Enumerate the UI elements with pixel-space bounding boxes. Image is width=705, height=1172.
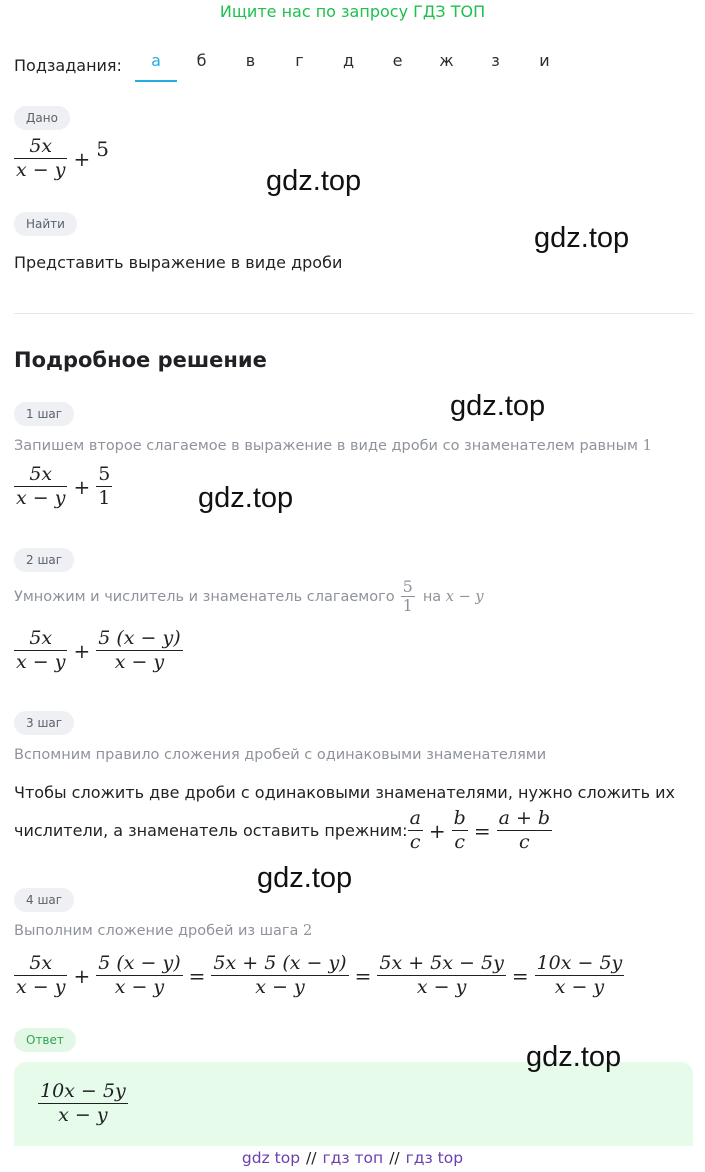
fraction: $\frac{5x}{x - y}$ [16,952,66,998]
tab-subtask-z[interactable]: з [491,51,500,70]
step-3-pill: 3 шаг [14,711,74,735]
tab-subtask-i[interactable]: и [539,51,550,70]
footer-links: gdz top // гдз топ // гдз top [241,1149,464,1167]
footer-link[interactable]: гдз топ [322,1149,384,1167]
watermark: gdz.top [257,862,353,894]
watermark: gdz.top [198,482,294,514]
tab-subtask-zh[interactable]: ж [439,51,454,70]
step-1-pill: 1 шаг [14,402,74,426]
watermark: gdz.top [534,222,630,254]
step-2-math: $\frac{5x}{x - y}$ + $\frac{5 (x - y)}{x - y}$ [16,627,181,673]
fraction: $\frac{5x}{x - y}$ [16,463,66,509]
fraction: $\frac{5x + 5 (x - y)}{x - y}$ [213,952,347,998]
tab-subtask-e[interactable]: е [392,51,403,70]
fraction: $\frac{a}{c}$ [409,807,421,853]
subtasks-label: Подзадания: [14,55,122,75]
given-expression: $\frac{5x}{x - y}$ + 5 [16,135,109,181]
watermark: gdz.top [526,1041,622,1073]
tab-subtask-a[interactable]: а [135,48,177,82]
given-pill: Дано [14,106,70,130]
answer-box [14,1062,693,1146]
step-3-rule-line-1: Чтобы сложить две дроби с одинаковыми знаменателями, нужно сложить их [14,783,675,802]
tab-subtask-g[interactable]: г [295,51,304,70]
answer-math [38,1080,128,1127]
fraction: $\frac{5 (x - y)}{x - y}$ [98,627,181,673]
step-3-caption: Вспомним правило сложения дробей с одинаковыми знаменателями [14,747,547,763]
fraction: $\frac{b}{c}$ [453,807,466,853]
fraction: $\frac{5x}{x - y}$ [16,135,66,181]
tab-subtask-v[interactable]: в [245,51,256,70]
step-4-math: $\frac{5x}{x - y}$ + $\frac{5 (x - y)}{x - y}$ = $\frac{5x + 5 (x - y)}{x - y}$ = $\frac{5x + 5x - 5y}{x - y}$ = $\frac{10x - 5y}{x - y}$ [16,952,623,998]
footer-link[interactable]: гдз top [405,1149,464,1167]
step-4-pill: 4 шаг [14,888,74,912]
step-3-rule-line-2: числители, а знаменатель оставить прежним: $\frac{a}{c}$ + $\frac{b}{c}$ = $\frac{a + b}{c}$ [14,807,551,853]
fraction: $\frac{a + b}{c}$ [498,807,551,853]
find-pill: Найти [14,212,77,236]
step-2-pill: 2 шаг [14,548,74,572]
fraction: $\frac{5x}{x - y}$ [16,627,66,673]
answer-pill: Ответ [14,1028,76,1052]
subtasks-bar [14,48,550,82]
watermark: gdz.top [450,390,546,422]
footer-link[interactable]: gdz top [241,1149,301,1167]
tab-subtask-b[interactable]: б [196,51,207,70]
search-hint-banner: Ищите нас по запросу ГДЗ ТОП [219,2,486,21]
fraction: $\frac{5 (x - y)}{x - y}$ [98,952,181,998]
divider [14,313,694,314]
subtask-tabs [135,48,569,82]
tab-subtask-d[interactable]: д [342,51,355,70]
fraction: $\frac{10x - 5y}{x - y}$ [40,1080,126,1126]
watermark: gdz.top [266,165,362,197]
fraction: $\frac{10x - 5y}{x - y}$ [536,952,623,998]
step-1-caption: Запишем второе слагаемое в выражение в виде дроби со знаменателем равным 1 [14,438,652,454]
fraction: $\frac{5}{1}$ [98,463,111,509]
step-4-caption: Выполним сложение дробей из шага 2 [14,923,313,939]
fraction: $\frac{5x + 5x - 5y}{x - y}$ [379,952,504,998]
step-1-math: $\frac{5x}{x - y}$ + $\frac{5}{1}$ [16,463,111,509]
fraction: $\frac{5}{1}$ [402,577,413,615]
solution-title: Подробное решение [14,348,267,372]
find-text: Представить выражение в виде дроби [14,253,343,272]
step-2-caption: Умножим и числитель и знаменатель слагаемого $\frac{5}{1}$ на x − y [14,577,484,615]
